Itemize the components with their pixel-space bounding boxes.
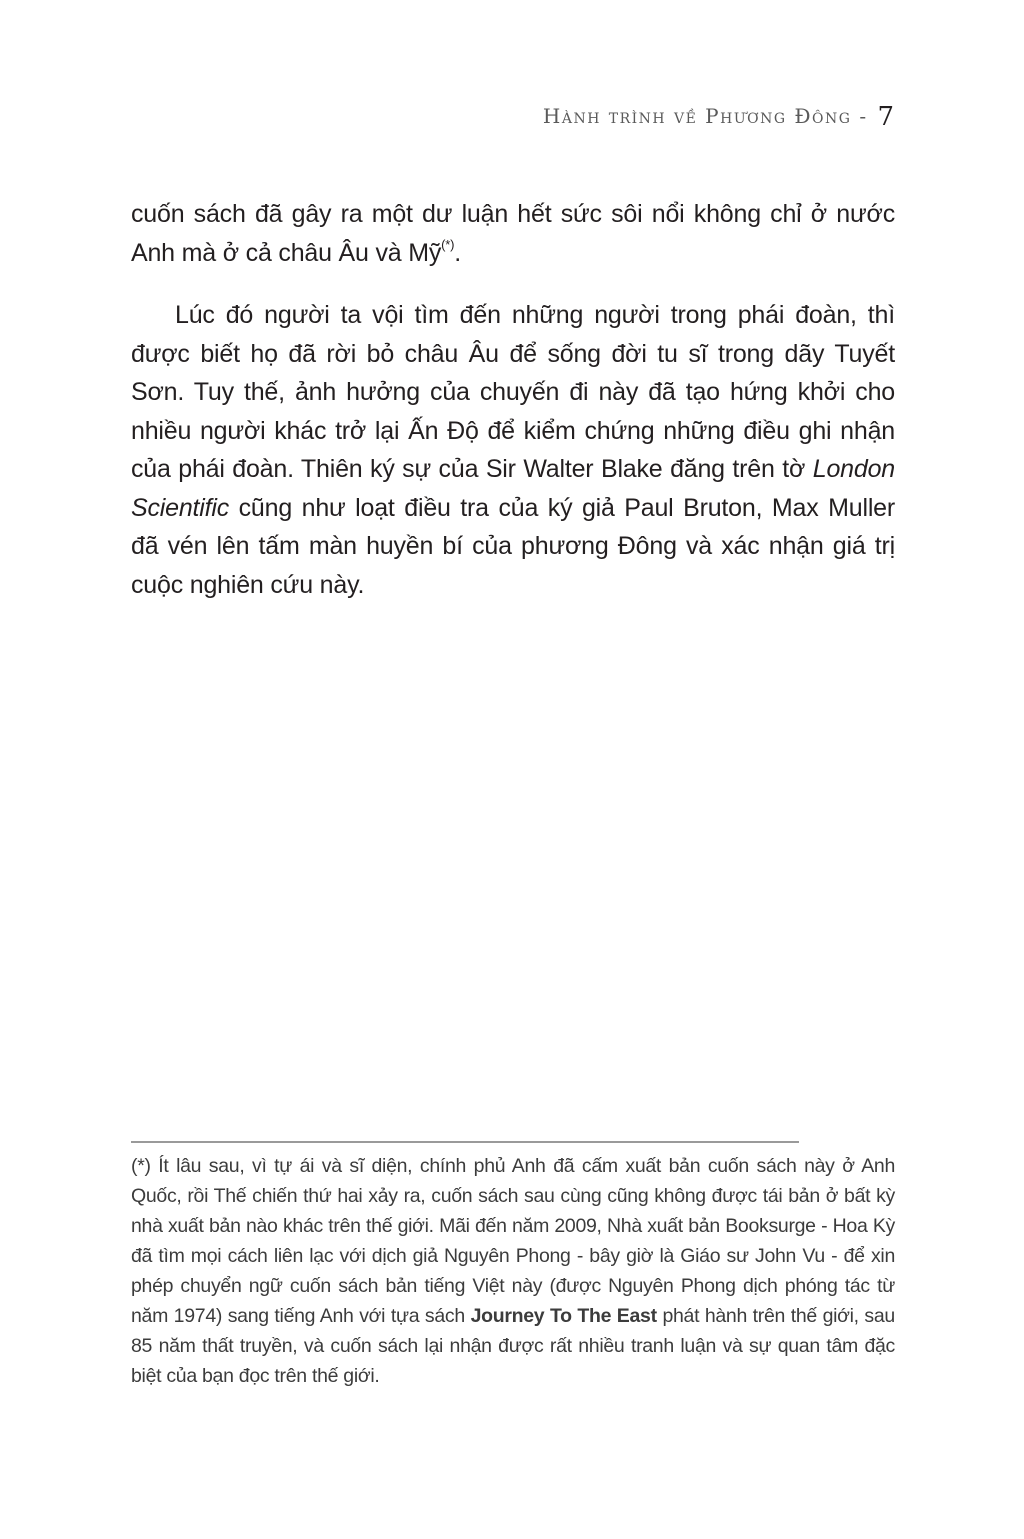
footnote-marker[interactable]: (*): [441, 236, 455, 252]
header-separator: -: [851, 104, 876, 128]
paragraph-text: Lúc đó người ta vội tìm đến những người trong phái đoàn, thì được biết họ đã rời bỏ châu Âu để sống đời tu sĩ trong dãy Tuyết Sơn. Tuy thế, ảnh hưởng của chuyến đi này đã tạo hứng khởi cho nhiều người khác trở lại Ấn Độ để kiểm chứng những điều ghi nhận của phái đoàn. Thiên ký sự của Sir Walter Blake đăng trên tờ: [131, 301, 895, 483]
footnote: [131, 1151, 895, 1391]
paragraph-text: cuốn sách đã gây ra một dư luận hết sức sôi nổi không chỉ ở nước Anh mà ở cả châu Âu và Mỹ: [131, 200, 895, 267]
running-header: [543, 100, 894, 130]
page-number: 7: [877, 102, 894, 132]
running-title: Hành trình về Phương Đông: [542, 104, 852, 128]
publication-title: London Scientific: [131, 455, 895, 522]
footnote-divider: [131, 1141, 799, 1143]
footnote-text: phát hành trên thế giới, sau 85 năm thất truyền, và cuốn sách lại nhận được rất nhiều tranh luận và sự quan tâm đặc biệt của bạn đọc trên thế giới.: [131, 1305, 895, 1387]
paragraph: [131, 296, 895, 604]
body-text: [131, 195, 895, 604]
paragraph-text: cũng như loạt điều tra của ký giả Paul Bruton, Max Muller đã vén lên tấm màn huyền bí của phương Đông và xác nhận giá trị cuộc nghiên cứu này.: [131, 493, 895, 599]
book-title: Journey To The East: [470, 1305, 657, 1327]
footnote-text: (*) Ít lâu sau, vì tự ái và sĩ diện, chính phủ Anh đã cấm xuất bản cuốn sách này ở Anh Quốc, rồi Thế chiến thứ hai xảy ra, cuốn sách sau cùng cũng không được tái bản ở bất kỳ nhà xuất bản nào khác trên thế giới. Mãi đến năm 2009, Nhà xuất bản Booksurge - Hoa Kỳ đã tìm mọi cách liên lạc với dịch giả Nguyên Phong - bây giờ là Giáo sư John Vu - để xin phép chuyển ngữ cuốn sách bản tiếng Việt này (được Nguyên Phong dịch phóng tác từ năm 1974) sang tiếng Anh với tựa sách: [131, 1155, 895, 1327]
paragraph-continued: [131, 195, 895, 272]
paragraph-end: .: [454, 238, 462, 267]
